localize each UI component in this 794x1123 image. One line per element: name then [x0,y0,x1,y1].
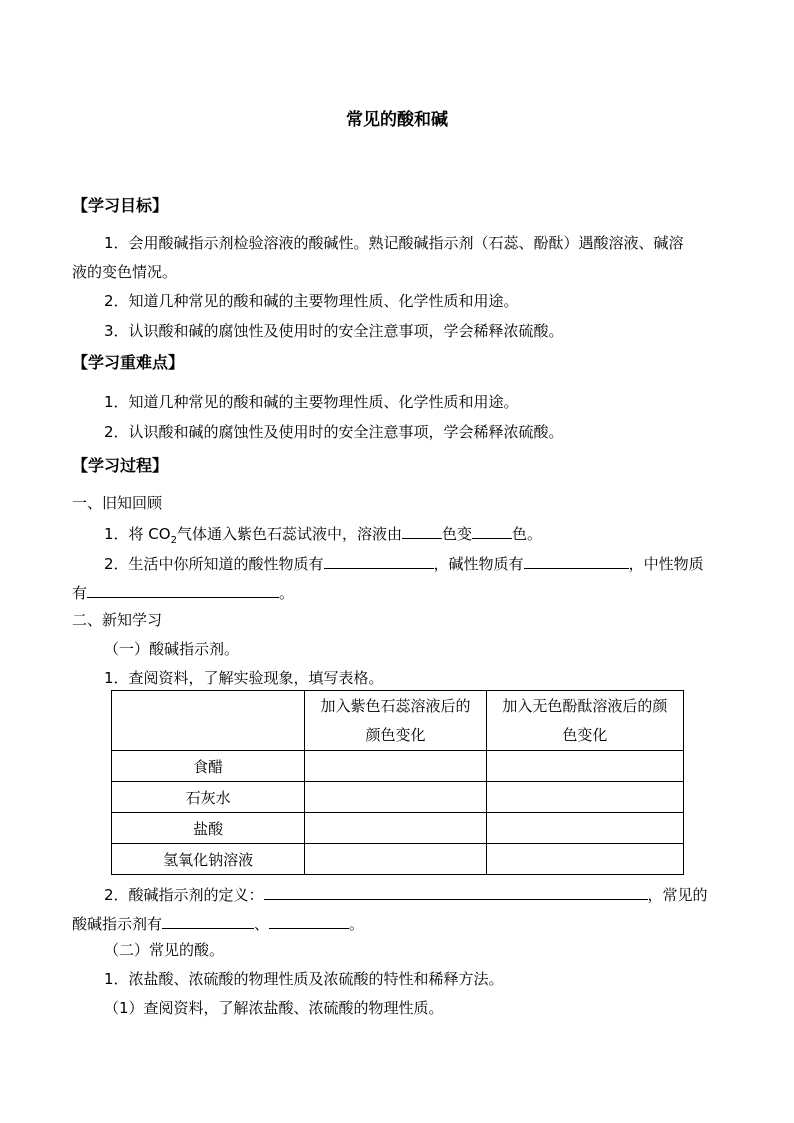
answer-blank[interactable] [162,912,254,929]
answer-blank[interactable] [524,552,629,569]
key-point-1: 1．知道几种常见的酸和碱的主要物理性质、化学性质和用途。 [104,393,519,411]
q2-text-a: 2．生活中你所知道的酸性物质有 [104,555,324,573]
answer-cell[interactable] [486,813,683,844]
task-2-cont [72,912,364,934]
review-question-1 [104,522,542,551]
answer-cell[interactable] [486,751,683,782]
answer-blank[interactable] [264,883,648,900]
goal-line-1: 1．会用酸碱指示剂检验溶液的酸碱性。熟记酸碱指示剂（石蕊、酚酞）遇酸溶液、碱溶 [104,234,684,252]
task-3: 1．浓盐酸、浓硫酸的物理性质及浓硫酸的特性和稀释方法。 [104,970,504,988]
new-learning-heading: 二、新知学习 [72,611,163,629]
task2-text-c: 酸碱指示剂有 [72,915,163,933]
header-line: 色变化 [562,725,608,744]
task-2 [104,883,708,905]
page-title: 常见的酸和碱 [346,110,448,130]
table-header-cell [486,691,683,751]
answer-blank[interactable] [324,552,434,569]
q1-subscript: 2 [170,535,177,546]
review-question-2 [104,552,704,574]
q1-text-b: 气体通入紫色石蕊试液中，溶液由 [176,525,402,543]
row-label: 盐酸 [112,813,305,844]
answer-blank[interactable] [87,581,279,598]
subsection-acids: （二）常见的酸。 [104,941,225,959]
row-label: 氢氧化钠溶液 [112,844,305,875]
task2-text-d: 、 [254,915,270,933]
table-row [112,844,684,875]
goal-line-2: 2．知道几种常见的酸和碱的主要物理性质、化学性质和用途。 [104,292,519,310]
q1-text-a: 1．将 CO [104,525,171,543]
q2-text-d: 有 [72,584,88,602]
answer-blank[interactable] [472,522,512,539]
key-points-heading: 【学习重难点】 [72,353,185,372]
goal-line-3: 3．认识酸和碱的腐蚀性及使用时的安全注意事项，学会稀释浓硫酸。 [104,322,564,340]
table-row [112,782,684,813]
answer-cell[interactable] [305,751,486,782]
q2-text-c: ，中性物质 [628,555,704,573]
goal-line-1-cont: 液的变色情况。 [72,263,178,281]
task-1: 1．查阅资料，了解实验现象，填写表格。 [104,669,384,687]
header-line: 加入无色酚酞溶液后的颜 [502,696,668,715]
q1-text-d: 色。 [512,525,543,543]
review-heading: 一、旧知回顾 [72,494,163,512]
answer-blank[interactable] [402,522,442,539]
answer-cell[interactable] [486,782,683,813]
key-point-2: 2．认识酸和碱的腐蚀性及使用时的安全注意事项，学会稀释浓硫酸。 [104,423,564,441]
answer-cell[interactable] [305,782,486,813]
indicator-table [111,690,684,875]
answer-cell[interactable] [486,844,683,875]
q2-text-b: ，碱性物质有 [433,555,524,573]
table-row [112,751,684,782]
goals-heading: 【学习目标】 [72,196,169,215]
q1-text-c: 色变 [441,525,472,543]
task2-text-a: 2．酸碱指示剂的定义： [104,886,264,904]
task-4: （1）查阅资料，了解浓盐酸、浓硫酸的物理性质。 [104,999,444,1017]
subsection-indicators: （一）酸碱指示剂。 [104,640,240,658]
table-header-row [112,691,684,751]
header-line: 颜色变化 [365,725,426,744]
q2-text-e: 。 [279,584,295,602]
table-header-cell [305,691,486,751]
answer-cell[interactable] [305,813,486,844]
row-label: 石灰水 [112,782,305,813]
header-line: 加入紫色石蕊溶液后的 [320,696,471,715]
task2-text-b: ，常见的 [647,886,708,904]
process-heading: 【学习过程】 [72,456,169,475]
row-label: 食醋 [112,751,305,782]
answer-blank[interactable] [269,912,349,929]
task2-text-e: 。 [349,915,365,933]
table-header-cell [112,691,305,751]
table-row [112,813,684,844]
answer-cell[interactable] [305,844,486,875]
review-question-2-cont [72,581,294,603]
